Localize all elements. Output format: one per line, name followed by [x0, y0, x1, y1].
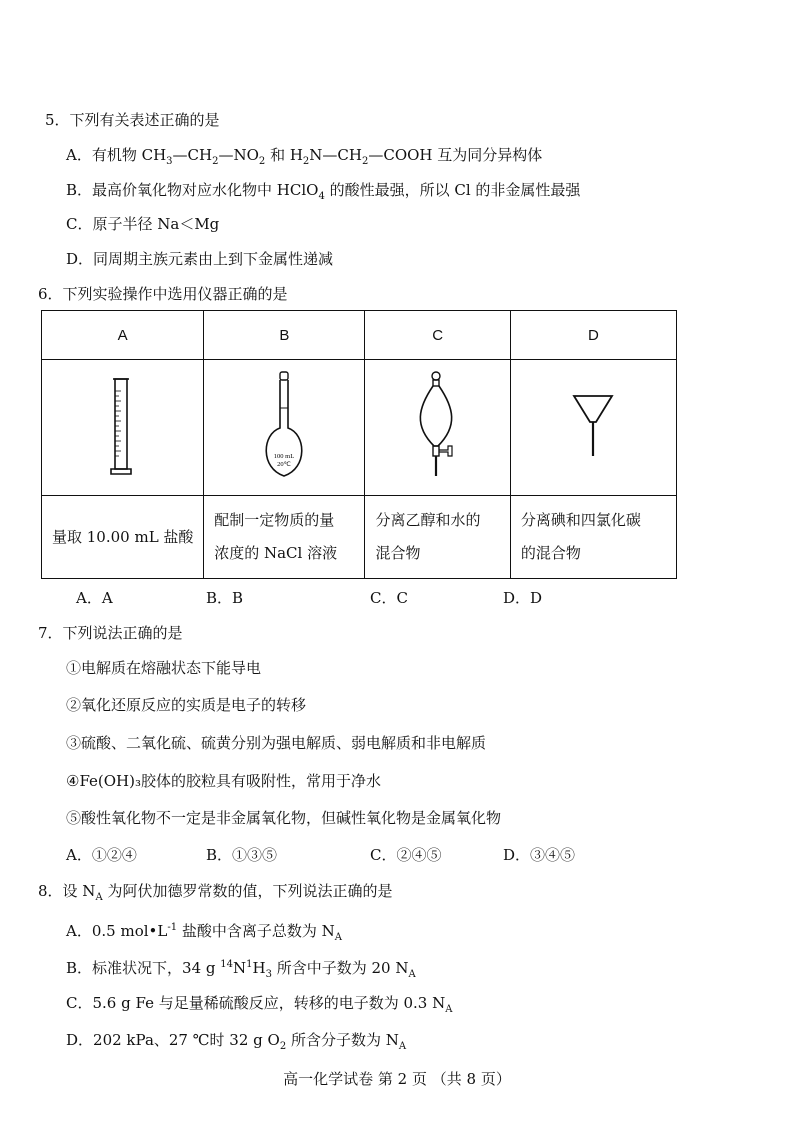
q5-option-a: A．有机物 $CH_3—CH_2—NO_2$ 和 $H_2N—CH_2—COOH$ 互为同分异构体	[66, 146, 543, 167]
flask-temp-label: 20℃	[277, 461, 292, 468]
q8-stem: 8．设 $N_A$ 为阿伏加德罗常数的值，下列说法正确的是	[38, 882, 393, 903]
q5-option-b: B．最高价氧化物对应水化物中 HClO$_4$ 的酸性最强，所以 Cl 的非金属性最强	[66, 181, 581, 202]
flask-volume-label: 100 mL	[274, 453, 295, 460]
q7-item-4: ④Fe(OH)₃胶体的胶粒具有吸附性，常用于净水	[66, 772, 382, 790]
q5-stem: 5．下列有关表述正确的是	[45, 111, 220, 129]
q7-answer-c: C．②④⑤	[370, 846, 442, 864]
q8-option-d: D．202 kPa、27 ℃时 32 g $O_2$ 所含分子数为 $N_A$	[66, 1031, 407, 1052]
q5-option-d: D．同周期主族元素由上到下金属性递减	[66, 250, 334, 268]
desc-cell-c: 分离乙醇和水的 混合物	[365, 496, 510, 579]
header-a: A	[42, 311, 204, 360]
apparatus-table	[41, 310, 677, 579]
q7-answer-b: B．①③⑤	[206, 846, 278, 864]
volumetric-flask-icon	[254, 368, 314, 483]
q7-answer-a: A．①②④	[66, 846, 137, 864]
image-cell-c	[365, 360, 510, 496]
q7-item-2: ②氧化还原反应的实质是电子的转移	[66, 696, 307, 714]
image-cell-a	[42, 360, 204, 496]
q8-option-b: B．标准状况下，34 g $^{14}N^1H_3$ 所含中子数为 20 $N_A$	[66, 959, 416, 980]
q8-option-a: A．0.5 $mol•L^{-1}$ 盐酸中含离子总数为 $N_A$	[66, 922, 342, 943]
q5-option-c: C．原子半径 Na＜Mg	[66, 215, 220, 233]
q6-answer-c: C．C	[370, 589, 408, 607]
header-c: C	[365, 311, 510, 360]
q6-answer-a: A．A	[76, 589, 113, 607]
image-cell-d	[510, 360, 676, 496]
funnel-icon	[568, 386, 618, 466]
desc-cell-a: 量取 10.00 mL 盐酸	[42, 496, 204, 579]
q6-answer-d: D．D	[503, 589, 543, 607]
page-footer: 高一化学试卷 第 2 页 （共 8 页）	[283, 1070, 511, 1088]
desc-cell-d: 分离碘和四氯化碳 的混合物	[510, 496, 676, 579]
q7-stem: 7．下列说法正确的是	[38, 624, 183, 642]
image-cell-b	[204, 360, 365, 496]
header-d: D	[510, 311, 676, 360]
q7-item-3: ③硫酸、二氧化硫、硫黄分别为强电解质、弱电解质和非电解质	[66, 734, 487, 752]
separatory-funnel-icon	[408, 368, 468, 483]
q7-item-1: ①电解质在熔融状态下能导电	[66, 659, 262, 677]
q7-item-5: ⑤酸性氧化物不一定是非金属氧化物，但碱性氧化物是金属氧化物	[66, 809, 502, 827]
q7-answer-d: D．③④⑤	[503, 846, 576, 864]
header-b: B	[204, 311, 365, 360]
q6-answer-b: B．B	[206, 589, 244, 607]
q8-option-c: C．5.6 g Fe 与足量稀硫酸反应，转移的电子数为 0.3 $N_A$	[66, 994, 453, 1015]
desc-cell-b: 配制一定物质的量 浓度的 NaCl 溶液	[204, 496, 365, 579]
graduated-cylinder-icon	[103, 371, 143, 481]
q6-stem: 6．下列实验操作中选用仪器正确的是	[38, 285, 288, 303]
